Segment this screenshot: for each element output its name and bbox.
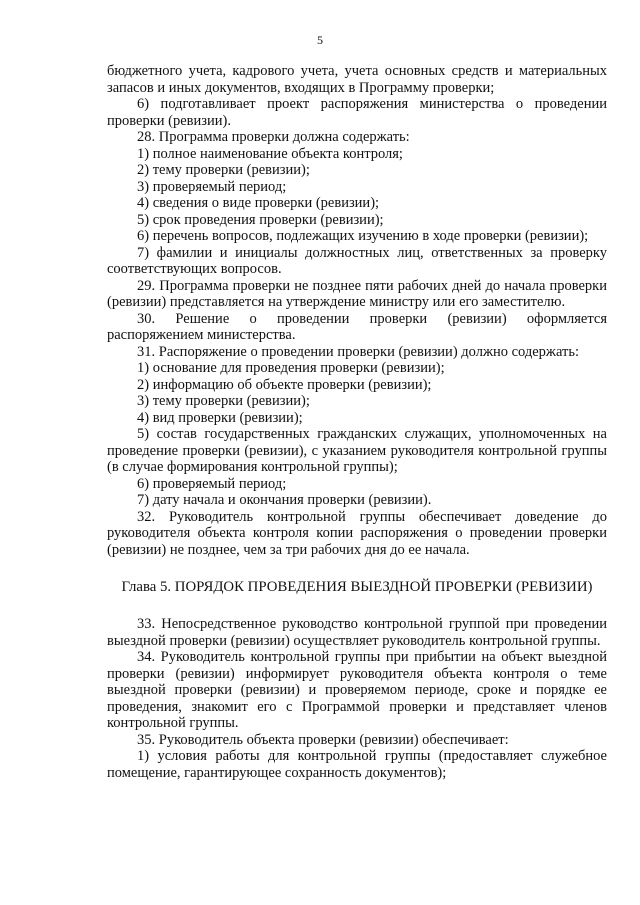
- p30-word: Решение: [175, 310, 230, 327]
- paragraph-p29: 29. Программа проверки не позднее пяти рабочих дней до начала проверки (ревизии) представляется на утверждение министру или его заместителю.: [107, 277, 607, 310]
- paragraph-p31-1: 1) основание для проведения проверки (ревизии);: [137, 360, 445, 376]
- p30-word: 30.: [137, 310, 156, 327]
- paragraph-p35: 35. Руководитель объекта проверки (ревизии) обеспечивает:: [137, 731, 509, 748]
- paragraph-p34: 34. Руководитель контрольной группы при прибытии на объект выездной проверки (ревизии) информирует руководителя объекта контроля о теме выездной проверки (ревизии) и проверяемом периоде, сроке и порядке ее проведения, знакомит его с Программой проверки и представляет членов контрольной группы.: [107, 649, 607, 731]
- paragraph-item-6: 6) подготавливает проект распоряжения министерства о проведении проверки (ревизии).: [107, 96, 607, 129]
- paragraph-p31-7: 7) дату начала и окончания проверки (ревизии).: [137, 492, 432, 508]
- section-after-paragraph-30: [107, 344, 607, 559]
- paragraph-30-first-line: [107, 311, 607, 328]
- paragraph-p28: 28. Программа проверки должна содержать:: [137, 129, 410, 145]
- paragraph-p28-6: 6) перечень вопросов, подлежащих изучению в ходе проверки (ревизии);: [137, 228, 589, 244]
- paragraph-p31-4: 4) вид проверки (ревизии);: [137, 409, 303, 426]
- paragraph-p31-2: 2) информацию об объекте проверки (ревизии);: [137, 376, 432, 393]
- document-body: [107, 63, 607, 781]
- p30-word: проведении: [277, 310, 350, 327]
- paragraph-p28-4: 4) сведения о виде проверки (ревизии);: [137, 195, 380, 211]
- paragraph-p31-6: 6) проверяемый период;: [137, 475, 287, 492]
- paragraph-p35-1: 1) условия работы для контрольной группы (предоставляет служебное помещение, гарантирующее сохранность документов);: [107, 748, 607, 781]
- paragraph-cont-5: бюджетного учета, кадрового учета, учета основных средств и материальных запасов и иных документов, входящих в Программу проверки;: [107, 63, 607, 96]
- paragraph-p32: 32. Руководитель контрольной группы обеспечивает доведение до руководителя объекта контроля копии распоряжения о проведении проверки (ревизии) не позднее, чем за три рабочих дня до ее начала.: [107, 508, 607, 558]
- paragraph-p28-3: 3) проверяемый период;: [137, 178, 287, 195]
- paragraph-30-continuation: распоряжением министерства.: [107, 327, 296, 343]
- paragraph-p31-3: 3) тему проверки (ревизии);: [137, 393, 310, 409]
- p30-word: оформляется: [526, 310, 607, 327]
- p30-word: о: [249, 310, 257, 327]
- p30-word: (ревизии): [447, 310, 507, 327]
- paragraph-p31: 31. Распоряжение о проведении проверки (ревизии) должно содержать:: [137, 343, 579, 360]
- chapter-heading: Глава 5. ПОРЯДОК ПРОВЕДЕНИЯ ВЫЕЗДНОЙ ПРОВЕРКИ (РЕВИЗИИ): [121, 579, 593, 595]
- paragraph-p28-7: 7) фамилии и инициалы должностных лиц, ответственных за проверку соответствующих вопросов.: [107, 244, 607, 277]
- p30-word: проверки: [369, 310, 428, 327]
- section-after-heading: [107, 616, 607, 781]
- paragraph-p28-2: 2) тему проверки (ревизии);: [137, 162, 310, 178]
- paragraph-p31-5: 5) состав государственных гражданских служащих, уполномоченных на проведение проверки (ревизии), с указанием руководителя контрольной группы (в случае формирования контрольной группы);: [107, 426, 607, 475]
- section-before-heading: [107, 63, 607, 311]
- paragraph-p33: 33. Непосредственное руководство контрольной группой при проведении выездной проверки (ревизии) осуществляет руководитель контрольной группы.: [107, 616, 607, 649]
- paragraph-p28-1: 1) полное наименование объекта контроля;: [137, 145, 403, 162]
- page-number: 5: [317, 33, 323, 47]
- paragraph-p28-5: 5) срок проведения проверки (ревизии);: [137, 211, 384, 228]
